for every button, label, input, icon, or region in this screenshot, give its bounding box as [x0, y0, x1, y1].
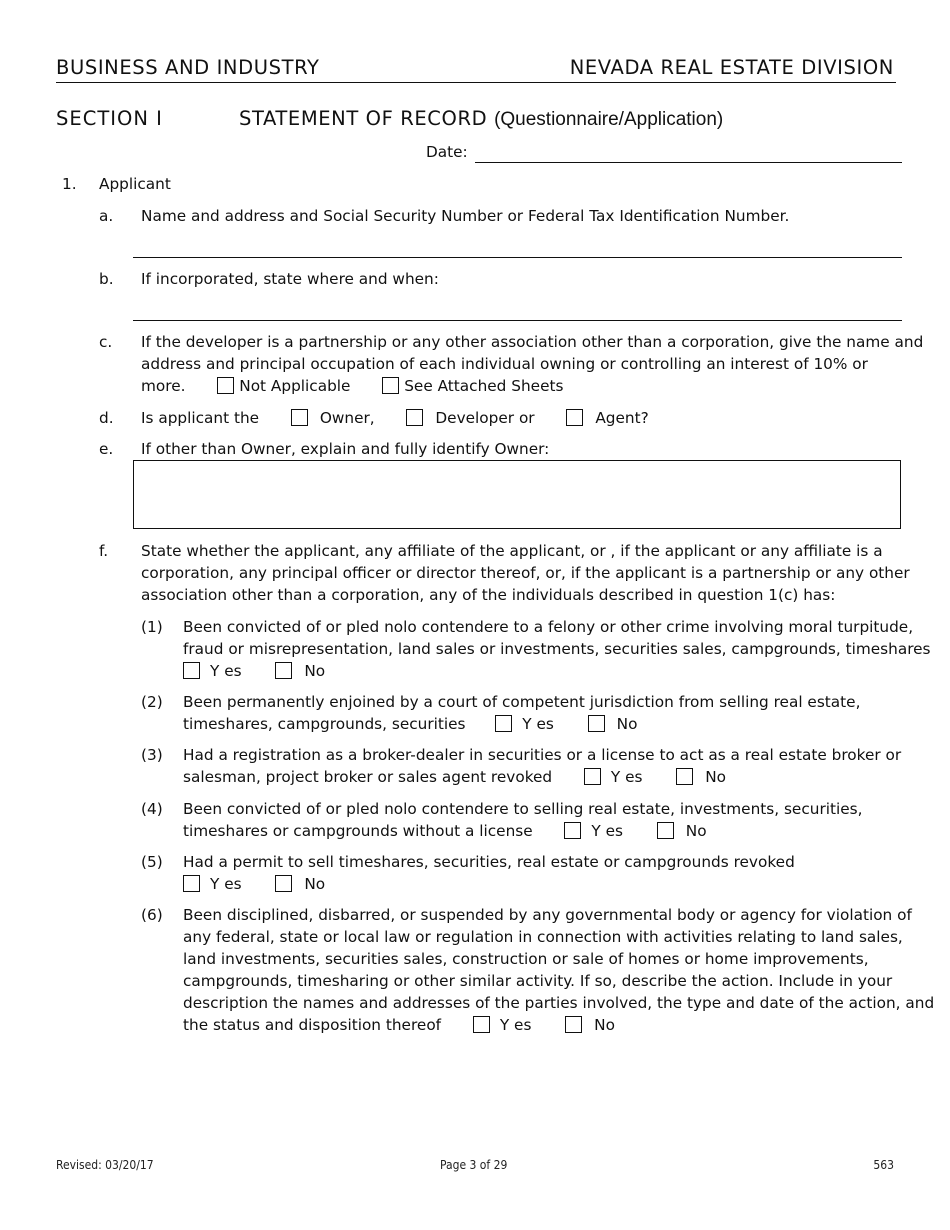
- subitem-number: (4): [141, 800, 163, 818]
- item-letter: b.: [99, 270, 114, 288]
- subitem-1-line: fraud or misrepresentation, land sales or investments, securities sales, campgrounds, timeshares: [183, 640, 931, 658]
- item-letter: c.: [99, 333, 113, 351]
- owner-label: Owner,: [319, 409, 375, 427]
- no-label: No: [594, 1016, 615, 1034]
- yes-checkbox[interactable]: [584, 768, 601, 785]
- item-f-line: State whether the applicant, any affiliate of the applicant, or , if the applicant or any affiliate is a: [141, 542, 883, 560]
- see-attached-checkbox[interactable]: [382, 377, 399, 394]
- item-d-row: [141, 407, 649, 429]
- section-subtitle: (Questionnaire/Application): [494, 109, 724, 130]
- no-checkbox[interactable]: [275, 662, 292, 679]
- item-letter: f.: [99, 542, 109, 560]
- subitem-6-line: any federal, state or local law or regulation in connection with activities relating to land sales,: [183, 928, 903, 946]
- item-a-text: Name and address and Social Security Number or Federal Tax Identification Number.: [141, 207, 790, 225]
- item-letter: a.: [99, 207, 114, 225]
- item-f-line: corporation, any principal officer or director thereof, or, if the applicant is a partnership or any other: [141, 564, 910, 582]
- item-letter: e.: [99, 440, 114, 458]
- agent-label: Agent?: [595, 409, 649, 427]
- not-applicable-label: Not Applicable: [239, 377, 351, 395]
- footer-page-number: Page 3 of 29: [440, 1158, 508, 1172]
- yes-label: Y es: [210, 875, 242, 893]
- developer-label: Developer or: [435, 409, 535, 427]
- no-checkbox[interactable]: [657, 822, 674, 839]
- yes-checkbox[interactable]: [183, 875, 200, 892]
- header-division: NEVADA REAL ESTATE DIVISION: [569, 56, 894, 79]
- subitem-2-line: timeshares, campgrounds, securities: [183, 715, 466, 733]
- subitem-number: (6): [141, 906, 163, 924]
- subitem-1-options: [183, 660, 325, 682]
- item-c-line: more.: [141, 377, 186, 395]
- subitem-6-line: campgrounds, timesharing or other similar activity. If so, describe the action. Include in your: [183, 972, 893, 990]
- subitem-3-line: salesman, project broker or sales agent revoked: [183, 768, 553, 786]
- owner-checkbox[interactable]: [291, 409, 308, 426]
- see-attached-label: See Attached Sheets: [404, 377, 564, 395]
- item-c-options-row: [141, 375, 563, 397]
- subitem-6-line: Been disciplined, disbarred, or suspended by any governmental body or agency for violation of: [183, 906, 912, 924]
- question-title: Applicant: [99, 175, 171, 193]
- yes-checkbox[interactable]: [473, 1016, 490, 1033]
- item-b-answer-line[interactable]: [133, 320, 902, 321]
- no-label: No: [304, 662, 326, 680]
- subitem-3-options: [183, 766, 726, 788]
- page-header: [56, 56, 896, 83]
- footer-form-code: 563: [873, 1158, 894, 1172]
- subitem-1-line: Been convicted of or pled nolo contendere to a felony or other crime involving moral turpitude,: [183, 618, 914, 636]
- yes-checkbox[interactable]: [564, 822, 581, 839]
- date-field[interactable]: [475, 162, 902, 163]
- no-checkbox[interactable]: [565, 1016, 582, 1033]
- yes-label: Y es: [610, 768, 643, 786]
- subitem-6-options: [183, 1014, 615, 1036]
- item-b-text: If incorporated, state where and when:: [141, 270, 439, 288]
- subitem-2-options: [183, 713, 637, 735]
- no-checkbox[interactable]: [676, 768, 693, 785]
- item-c-line: address and principal occupation of each individual owning or controlling an interest of 10% or: [141, 355, 868, 373]
- subitem-number: (1): [141, 618, 163, 636]
- question-number: 1.: [62, 175, 77, 193]
- item-a-answer-line[interactable]: [133, 257, 902, 258]
- no-checkbox[interactable]: [588, 715, 605, 732]
- no-label: No: [304, 875, 326, 893]
- agent-checkbox[interactable]: [566, 409, 583, 426]
- item-c-line: If the developer is a partnership or any other association other than a corporation, give the name and: [141, 333, 924, 351]
- yes-label: Y es: [210, 662, 242, 680]
- subitem-number: (2): [141, 693, 163, 711]
- subitem-5-line: Had a permit to sell timeshares, securities, real estate or campgrounds revoked: [183, 853, 795, 871]
- subitem-6-line: land investments, securities sales, construction or sale of homes or home improvements,: [183, 950, 869, 968]
- section-label: SECTION I: [56, 107, 163, 130]
- item-f-line: association other than a corporation, any of the individuals described in question 1(c) has:: [141, 586, 836, 604]
- yes-label: Y es: [499, 1016, 532, 1034]
- developer-checkbox[interactable]: [406, 409, 423, 426]
- subitem-4-line: timeshares or campgrounds without a license: [183, 822, 533, 840]
- date-label: Date:: [426, 143, 468, 161]
- footer-revised: Revised: 03/20/17: [56, 1158, 154, 1172]
- no-label: No: [685, 822, 707, 840]
- item-e-text: If other than Owner, explain and fully identify Owner:: [141, 440, 550, 458]
- item-d-text: Is applicant the: [141, 409, 260, 427]
- not-applicable-checkbox[interactable]: [217, 377, 234, 394]
- section-title-main: STATEMENT OF RECORD: [239, 107, 488, 130]
- yes-label: Y es: [591, 822, 623, 840]
- subitem-number: (5): [141, 853, 163, 871]
- no-label: No: [616, 715, 638, 733]
- header-agency: BUSINESS AND INDUSTRY: [56, 56, 320, 79]
- item-letter: d.: [99, 409, 114, 427]
- subitem-2-line: Been permanently enjoined by a court of competent jurisdiction from selling real estate,: [183, 693, 861, 711]
- owner-explanation-textbox[interactable]: [133, 460, 901, 529]
- yes-checkbox[interactable]: [183, 662, 200, 679]
- section-title: [239, 107, 723, 131]
- yes-checkbox[interactable]: [495, 715, 512, 732]
- subitem-5-options: [183, 873, 325, 895]
- no-checkbox[interactable]: [275, 875, 292, 892]
- subitem-4-line: Been convicted of or pled nolo contendere to selling real estate, investments, securities,: [183, 800, 863, 818]
- subitem-4-options: [183, 820, 707, 842]
- no-label: No: [705, 768, 727, 786]
- subitem-number: (3): [141, 746, 163, 764]
- yes-label: Y es: [522, 715, 554, 733]
- subitem-6-line: description the names and addresses of the parties involved, the type and date of the action, and: [183, 994, 935, 1012]
- subitem-6-line: the status and disposition thereof: [183, 1016, 442, 1034]
- subitem-3-line: Had a registration as a broker-dealer in securities or a license to act as a real estate broker or: [183, 746, 902, 764]
